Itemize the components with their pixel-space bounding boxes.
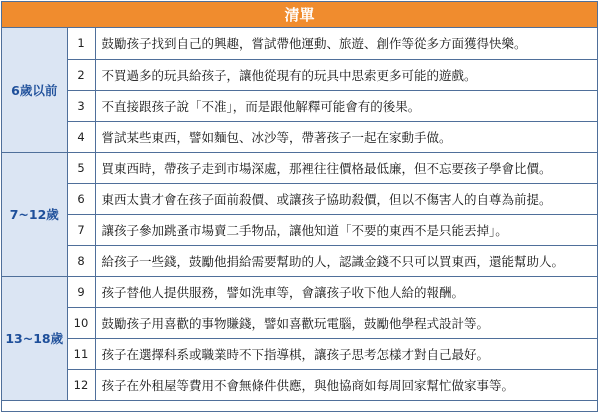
table-title: 清單: [2, 2, 597, 28]
age-group-label: 13~18歲: [2, 276, 67, 400]
item-number: 3: [67, 90, 95, 121]
table-row: [2, 245, 597, 276]
item-number: 10: [67, 307, 95, 338]
table-row: [2, 307, 597, 338]
item-text: 買東西時，帶孩子走到市場深處，那裡往往價格最低廉，但不忘要孩子學會比價。: [95, 152, 597, 183]
item-number: 9: [67, 276, 95, 307]
item-text: 嘗試某些東西，譬如麵包、冰沙等，帶著孩子一起在家動手做。: [95, 121, 597, 152]
item-number: 5: [67, 152, 95, 183]
table-row: [2, 214, 597, 245]
item-text: 孩子替他人提供服務，譬如洗車等，會讓孩子收下他人給的報酬。: [95, 276, 597, 307]
item-text: 鼓勵孩子找到自己的興趣，嘗試帶他運動、旅遊、創作等從多方面獲得快樂。: [95, 28, 597, 59]
age-group-label: 7~12歲: [2, 152, 67, 276]
checklist-table-container: [1, 1, 598, 412]
item-text: 不買過多的玩具給孩子，讓他從現有的玩具中思索更多可能的遊戲。: [95, 59, 597, 90]
table-row: [2, 338, 597, 369]
item-number: 11: [67, 338, 95, 369]
table-row: [2, 90, 597, 121]
checklist-table: [2, 28, 597, 401]
item-number: 2: [67, 59, 95, 90]
item-number: 8: [67, 245, 95, 276]
item-text: 孩子在外租屋等費用不會無條件供應，與他協商如每周回家幫忙做家事等。: [95, 369, 597, 400]
item-text: 鼓勵孩子用喜歡的事物賺錢，譬如喜歡玩電腦，鼓勵他學程式設計等。: [95, 307, 597, 338]
item-number: 6: [67, 183, 95, 214]
item-text: 不直接跟孩子說「不准」，而是跟他解釋可能會有的後果。: [95, 90, 597, 121]
item-text: 讓孩子參加跳蚤市場賣二手物品，讓他知道「不要的東西不是只能丟掉」。: [95, 214, 597, 245]
table-row: [2, 183, 597, 214]
item-text: 給孩子一些錢，鼓勵他捐給需要幫助的人，認識金錢不只可以買東西，還能幫助人。: [95, 245, 597, 276]
item-text: 東西太貴才會在孩子面前殺價、或讓孩子協助殺價，但以不傷害人的自尊為前提。: [95, 183, 597, 214]
item-number: 1: [67, 28, 95, 59]
age-group-label: 6歲以前: [2, 28, 67, 152]
table-row: [2, 28, 597, 59]
table-row: [2, 121, 597, 152]
item-number: 12: [67, 369, 95, 400]
item-number: 7: [67, 214, 95, 245]
item-number: 4: [67, 121, 95, 152]
table-row: [2, 59, 597, 90]
item-text: 孩子在選擇科系或職業時不下指導棋，讓孩子思考怎樣才對自己最好。: [95, 338, 597, 369]
table-row: [2, 369, 597, 400]
table-row: [2, 152, 597, 183]
table-row: [2, 276, 597, 307]
